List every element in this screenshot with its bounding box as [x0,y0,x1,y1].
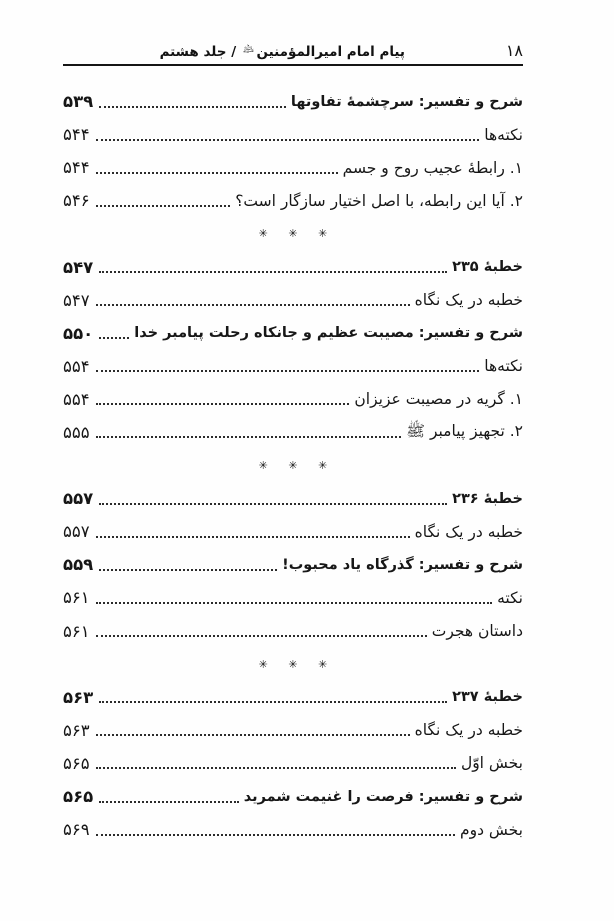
toc-entry [63,350,523,383]
toc-entry-page: ۵۵۵ [63,422,90,442]
toc-entry [63,747,523,780]
toc-entry-title: بخش اوّل [460,754,523,773]
dot-leader [96,436,402,438]
toc-entry-page: ۵۴۷ [63,257,94,277]
toc-entry-title: ۱. رابطۀ عجیب روح و جسم [342,158,523,177]
dot-leader [96,635,427,637]
toc-entry [63,714,523,747]
running-head [160,44,405,61]
dot-leader [96,370,480,372]
book-title: پیام امام امیرالمؤمنین [256,44,405,60]
toc-entry-page: ۵۳۹ [63,92,94,112]
toc-entry-page: ۵۴۴ [63,158,90,178]
toc-entry-page: ۵۶۱ [63,588,90,608]
dot-leader [96,767,456,769]
dot-leader [99,801,239,803]
toc-entry-title: ۱. گریه در مصیبت عزیزان [354,390,523,409]
toc-entry-page: ۵۵۷ [63,522,90,542]
toc-entry-page: ۵۶۵ [63,753,90,773]
toc-entry-title: نکته‌ها [484,357,523,376]
toc-entry-page: ۵۶۱ [63,621,90,641]
dot-leader [96,536,410,538]
toc-entry [63,416,523,449]
toc-entry-title: شرح و تفسیر: فرصت را غنیمت شمرید [243,788,523,805]
dot-leader [96,304,410,306]
toc-entry [63,284,523,317]
toc-entry [63,581,523,614]
toc-entry [63,615,523,648]
toc-entry-title: خطبه در یک نگاه [414,291,523,310]
dot-leader [96,139,480,141]
dot-leader [96,602,493,604]
toc-entry-title: شرح و تفسیر: سرچشمۀ تفاوتها [290,93,523,110]
section-separator: ✳ ✳ ✳ [258,227,328,241]
toc-entry [63,780,523,813]
toc-list [63,85,523,846]
toc-entry [63,813,523,846]
toc-entry-title: بخش دوم [460,820,523,839]
toc-entry [63,151,523,184]
toc-entry [63,85,523,118]
dot-leader [99,503,447,505]
toc-entry-page: ۵۴۶ [63,191,90,211]
toc-entry-title: نکته [497,588,523,607]
toc-entry [63,184,523,217]
dot-leader [99,701,447,703]
toc-entry-title: خطبه در یک نگاه [414,721,523,740]
page-header [63,30,523,66]
dot-leader [96,734,410,736]
dot-leader [96,172,338,174]
toc-entry-page: ۵۶۹ [63,820,90,840]
dot-leader [96,834,455,836]
alayhi-salam-honorific-icon: ﵇ [242,45,255,55]
toc-entry-page: ۵۵۴ [63,389,90,409]
toc-entry-page: ۵۵۰ [63,323,94,343]
dot-leader [99,271,447,273]
toc-entry-title: داستان هجرت [431,622,523,641]
toc-entry [63,482,523,515]
toc-entry-title: شرح و تفسیر: مصیبت عظیم و جانکاه رحلت پیامبر خدا [134,325,523,342]
toc-entry-page: ۵۵۷ [63,489,94,509]
toc-entry-page: ۵۶۳ [63,720,90,740]
toc-entry [63,515,523,548]
toc-entry-title: خطبه در یک نگاه [414,522,523,541]
toc-entry-title: خطبۀ ۲۳۷ [452,689,523,706]
section-separator: ✳ ✳ ✳ [258,657,328,671]
toc-entry-title: خطبۀ ۲۳۵ [452,259,523,276]
toc-entry-page: ۵۴۴ [63,125,90,145]
toc-entry-page: ۵۵۴ [63,356,90,376]
page-number: ۱۸ [505,41,523,60]
toc-entry [63,317,523,350]
toc-entry-title: ۲. آیا این رابطه، با اصل اختیار سازگار است؟ [235,191,523,210]
toc-entry-page: ۵۶۵ [63,787,94,807]
toc-entry [63,118,523,151]
toc-entry-title: نکته‌ها [484,125,523,144]
dot-leader [99,106,286,108]
toc-entry-page: ۵۶۳ [63,687,94,707]
toc-entry [63,548,523,581]
toc-entry-title: خطبۀ ۲۳۶ [452,490,523,507]
toc-entry-page: ۵۵۹ [63,555,94,575]
dot-leader [96,403,350,405]
toc-entry-title: شرح و تفسیر: گذرگاه یاد محبوب! [282,556,523,573]
dot-leader [99,569,277,571]
dot-leader [96,205,231,207]
volume-label: / جلد هشتم [159,44,237,60]
toc-entry-title: ۲. تجهیز پیامبر ﷺ [406,421,523,440]
toc-entry-page: ۵۴۷ [63,290,90,310]
section-separator: ✳ ✳ ✳ [258,459,328,473]
toc-entry [63,681,523,714]
toc-entry [63,383,523,416]
dot-leader [99,337,129,339]
toc-entry [63,250,523,283]
